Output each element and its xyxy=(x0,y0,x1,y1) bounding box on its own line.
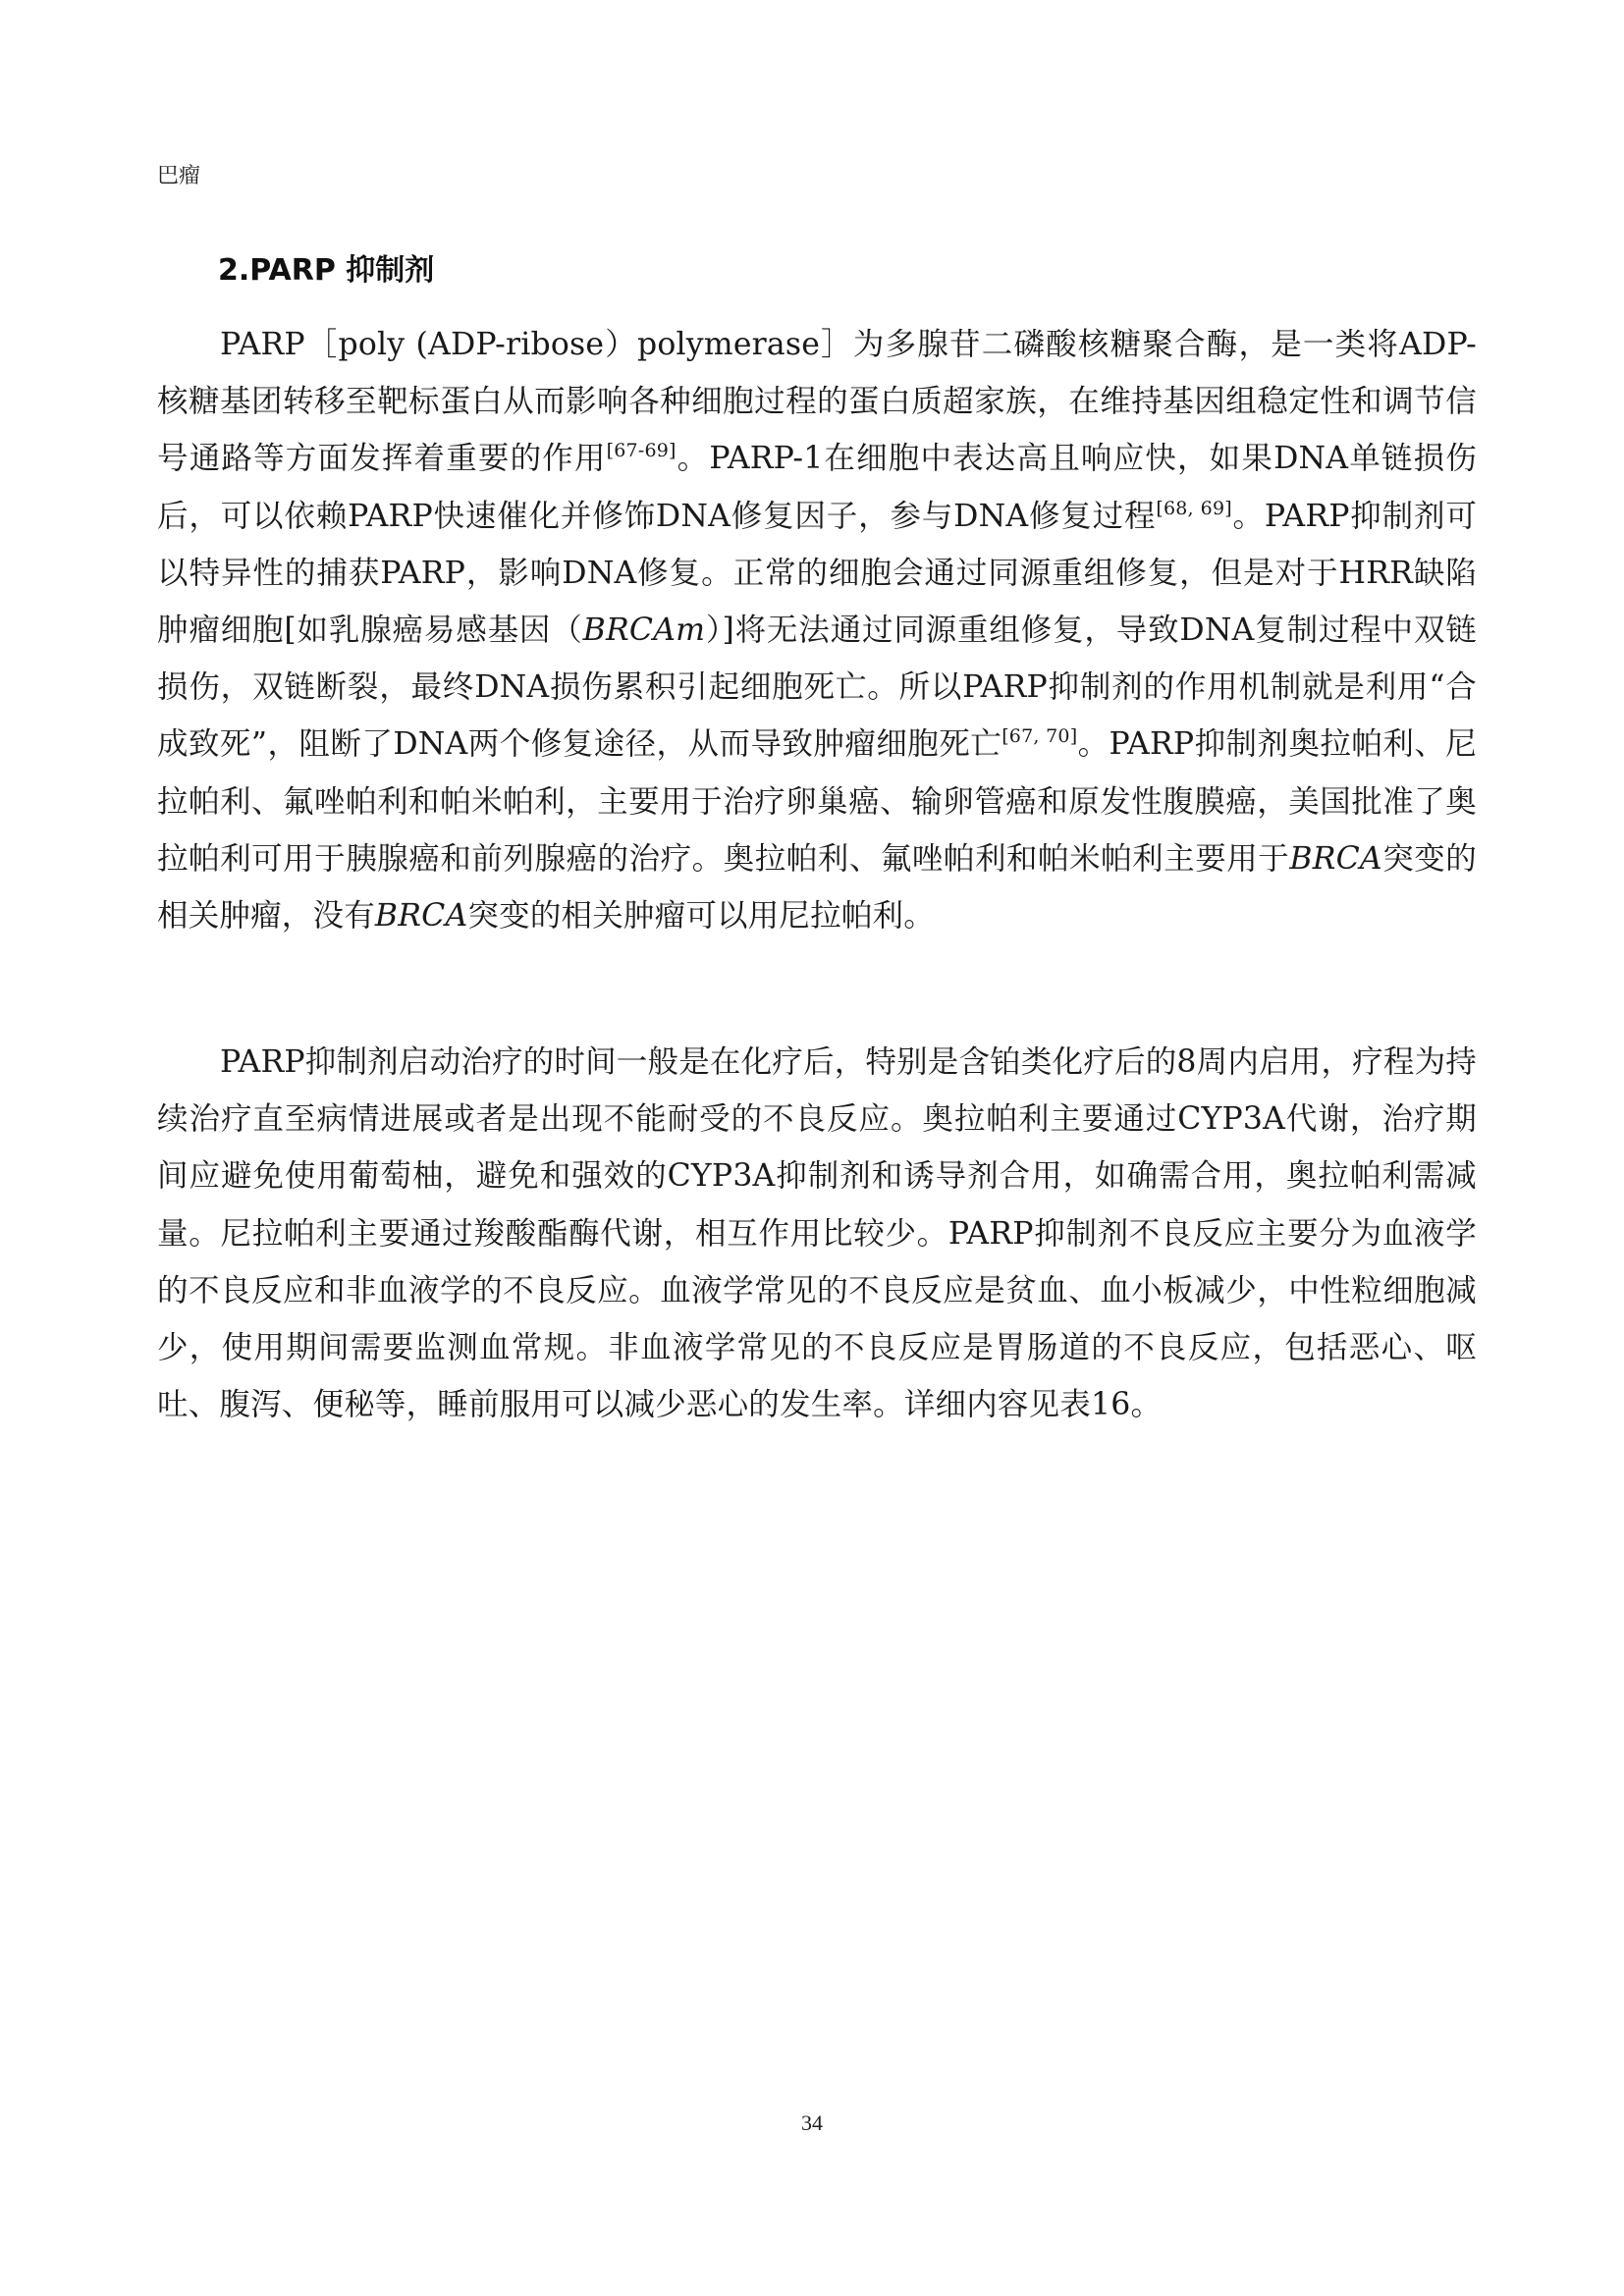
gene-name: BRCA xyxy=(374,898,468,934)
paragraph-text: PARP［poly (ADP-ribose）polymerase］为多腺苷二磷酸核糖聚合酶，是一类将ADP-核糖基团转移至靶标蛋白从而影响各种细胞过程的蛋白质超家族，在维持基因组稳定性和调节信号通路等方面发挥着重要的作用 xyxy=(157,327,1477,477)
paragraph-text: 突变的相关肿瘤，没有 xyxy=(157,840,1477,934)
paragraph-text: 。PARP-1在细胞中表达高且响应快，如果DNA单链损伤后，可以依赖PARP快速催化并修饰DNA修复因子，参与DNA修复过程 xyxy=(157,441,1477,534)
section-heading: 2.PARP 抑制剂 xyxy=(218,253,435,288)
paragraph-parp-treatment: PARP抑制剂启动治疗的时间一般是在化疗后，特别是含铂类化疗后的8周内启用，疗程为持续治疗直至病情进展或者是出现不能耐受的不良反应。奥拉帕利主要通过CYP3A代谢，治疗期间应避免使用葡萄柚，避免和强效的CYP3A抑制剂和诱导剂合用，如确需合用，奥拉帕利需减量。尼拉帕利主要通过羧酸酯酶代谢，相互作用比较少。PARP抑制剂不良反应主要分为血液学的不良反应和非血液学的不良反应。血液学常见的不良反应是贫血、血小板减少，中性粒细胞减少，使用期间需要监测血常规。非血液学常见的不良反应是胃肠道的不良反应，包括恶心、呕吐、腹泻、便秘等，睡前服用可以减少恶心的发生率。详细内容见表16。 xyxy=(157,1044,1477,1423)
citation-ref: [67, 70] xyxy=(1001,725,1078,748)
gene-name: BRCAm xyxy=(582,613,706,649)
gene-name: BRCA xyxy=(1289,840,1382,877)
citation-ref: [67-69] xyxy=(606,440,677,462)
paragraph-text: ）]将无法通过同源重组修复，导致DNA复制过程中双链损伤，双链断裂，最终DNA损伤累积引起细胞死亡。所以PARP抑制剂的作用机制就是利用“合成致死”，阻断了DNA两个修复途径，从而导致肿瘤细胞死亡 xyxy=(157,613,1478,763)
paragraph-text: 。PARP抑制剂奥拉帕利、尼拉帕利、氟唑帕利和帕米帕利，主要用于治疗卵巢癌、输卵管癌和原发性腹膜癌，美国批准了奥拉帕利可用于胰腺癌和前列腺癌的治疗。奥拉帕利、氟唑帕利和帕米帕利主要用于 xyxy=(157,726,1477,877)
page-number: 34 xyxy=(801,2110,823,2135)
paragraph-text: 。PARP抑制剂可以特异性的捕获PARP，影响DNA修复。正常的细胞会通过同源重组修复，但是对于HRR缺陷肿瘤细胞[如乳腺癌易感基因（ xyxy=(157,498,1478,649)
citation-ref: [68, 69] xyxy=(1156,497,1232,519)
paragraph-text: 突变的相关肿瘤可以用尼拉帕利。 xyxy=(467,898,935,934)
paragraph-parp-overview xyxy=(157,316,1477,944)
continued-text: 巴瘤 xyxy=(157,164,201,188)
